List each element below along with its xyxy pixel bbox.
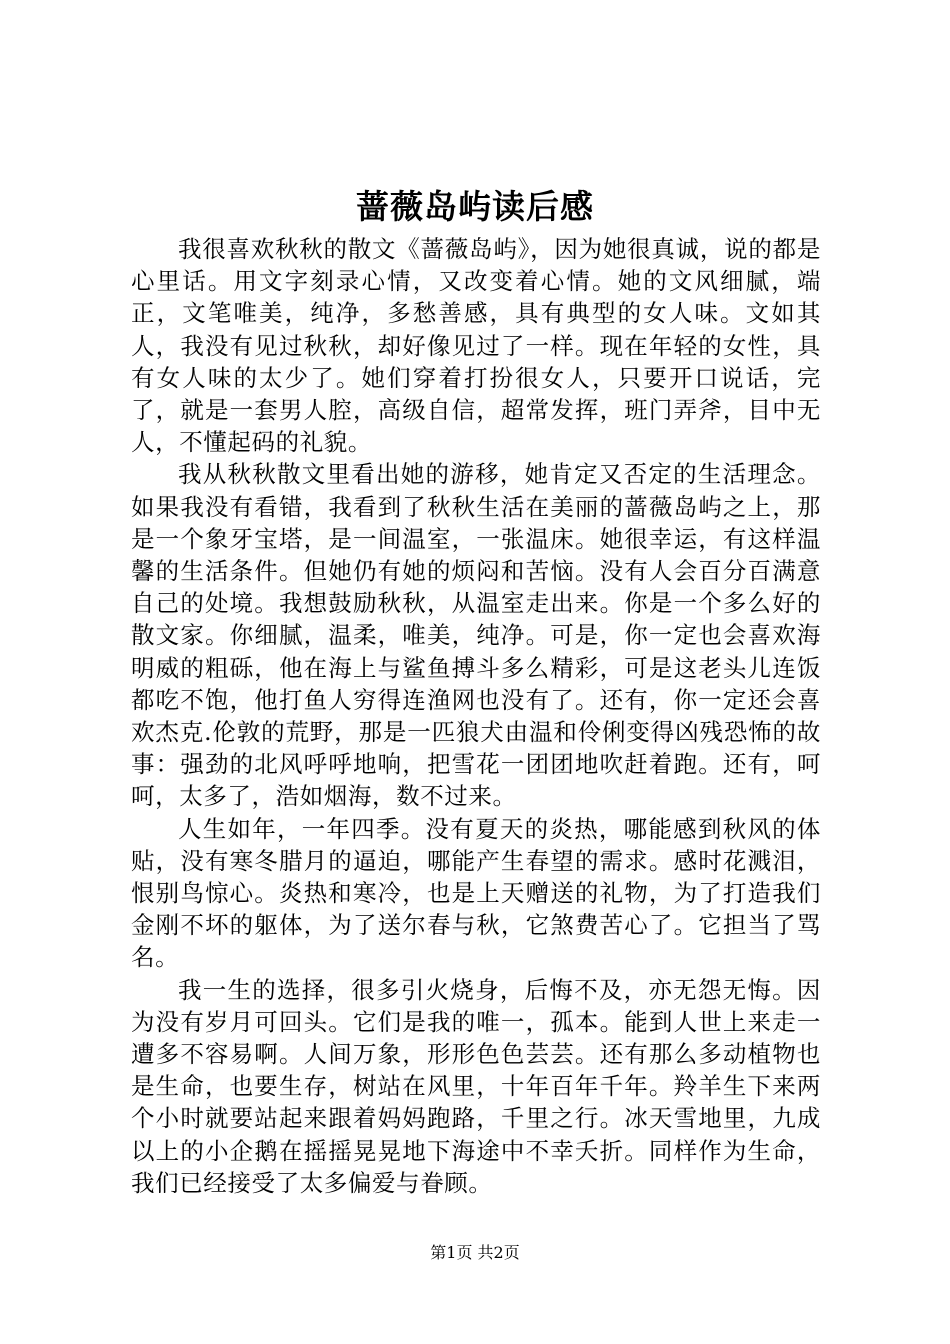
paragraph-2: 我从秋秋散文里看出她的游移，她肯定又否定的生活理念。如果我没有看错，我看到了秋秋生活在美丽的蔷薇岛屿之上，那是一个象牙宝塔，是一间温室，一张温床。她很幸运，有这样温馨的生活条件。但她仍有她的烦闷和苦恼。没有人会百分百满意自己的处境。我想鼓励秋秋，从温室走出来。你是一个多么好的散文家。你细腻，温柔，唯美，纯净。可是，你一定也会喜欢海明威的粗砾，他在海上与鲨鱼搏斗多么精彩，可是这老头儿连饭都吃不饱，他打鱼人穷得连渔网也没有了。还有，你一定还会喜欢杰克.伦敦的荒野，那是一匹狼犬由温和伶俐变得凶残恐怖的故事：强劲的北风呼呼地响，把雪花一团团地吹赶着跑。还有，呵呵，太多了，浩如烟海，数不过来。 (131, 460, 821, 811)
document-body (131, 233, 821, 1199)
document-title: 蔷薇岛屿读后感 (356, 187, 594, 226)
paragraph-4: 我一生的选择，很多引火烧身，后悔不及，亦无怨无悔。因为没有岁月可回头。它们是我的唯一，孤本。能到人世上来走一遭多不容易啊。人间万象，形形色色芸芸。还有那么多动植物也是生命，也要生存，树站在风里，十年百年千年。羚羊生下来两个小时就要站起来跟着妈妈跑路，千里之行。冰天雪地里，九成以上的小企鹅在摇摇晃晃地下海途中不幸夭折。同样作为生命，我们已经接受了太多偏爱与眷顾。 (131, 975, 821, 1197)
paragraph-3: 人生如年，一年四季。没有夏天的炎热，哪能感到秋风的体贴，没有寒冬腊月的逼迫，哪能产生春望的需求。感时花溅泪，恨别鸟惊心。炎热和寒冷，也是上天赠送的礼物，为了打造我们金刚不坏的躯体，为了送尔春与秋，它煞费苦心了。它担当了骂名。 (131, 814, 821, 972)
paragraph-1: 我很喜欢秋秋的散文《蔷薇岛屿》，因为她很真诚，说的都是心里话。用文字刻录心情，又改变着心情。她的文风细腻，端正，文笔唯美，纯净，多愁善感，具有典型的女人味。文如其人，我没有见过秋秋，却好像见过了一样。现在年轻的女性，具有女人味的太少了。她们穿着打扮很女人，只要开口说话，完了，就是一套男人腔，高级自信，超常发挥，班门弄斧，目中无人，不懂起码的礼貌。 (131, 235, 821, 457)
page-number-footer: 第1页 共2页 (430, 1243, 520, 1262)
